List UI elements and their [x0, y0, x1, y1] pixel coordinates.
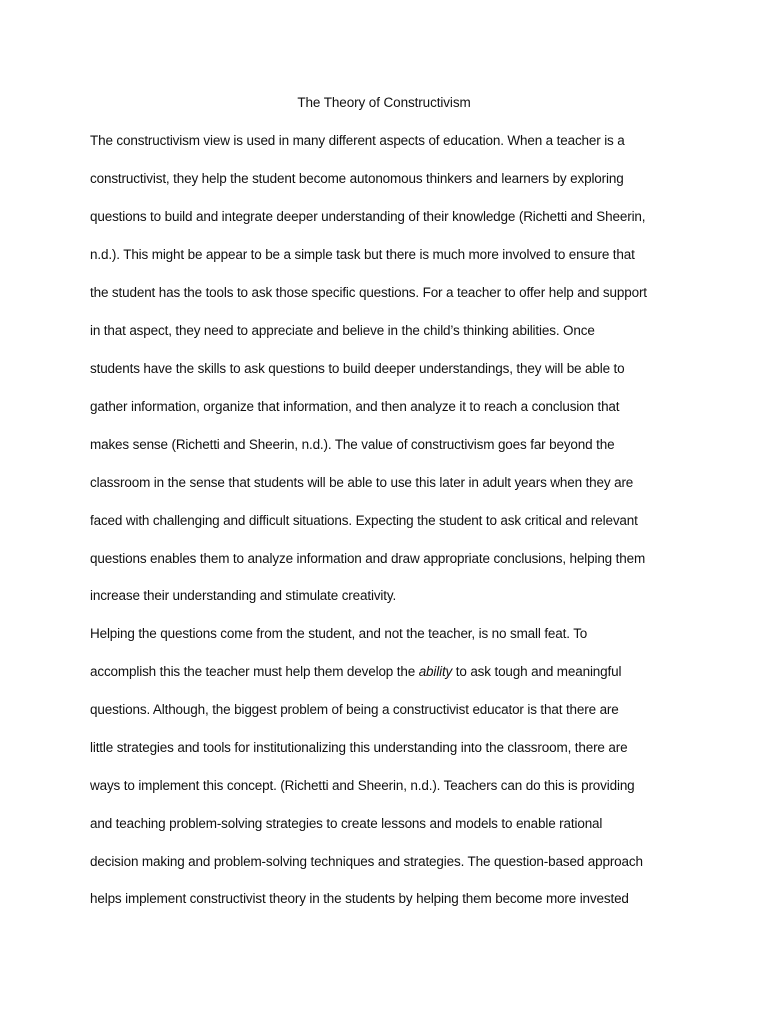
paragraph-1-line: gather information, organize that information, and then analyze it to reach a conclusion that — [90, 399, 620, 414]
line-text-after: to ask tough and meaningful — [452, 664, 622, 679]
paragraph-2-line: ways to implement this concept. (Richetti and Sheerin, n.d.). Teachers can do this is providing — [90, 778, 635, 793]
paragraph-2-line: little strategies and tools for institutionalizing this understanding into the classroom, there are — [90, 740, 628, 755]
paragraph-1-line: the student has the tools to ask those specific questions. For a teacher to offer help and support — [90, 285, 647, 300]
paragraph-1-line: in that aspect, they need to appreciate and believe in the child’s thinking abilities. Once — [90, 323, 595, 338]
paragraph-1-line: makes sense (Richetti and Sheerin, n.d.). The value of constructivism goes far beyond the — [90, 437, 615, 452]
paragraph-1-line: increase their understanding and stimulate creativity. — [90, 588, 397, 603]
paragraph-1-line: The constructivism view is used in many different aspects of education. When a teacher is a — [90, 133, 625, 148]
paragraph-1-line: n.d.). This might be appear to be a simple task but there is much more involved to ensure that — [90, 247, 635, 262]
paragraph-1-line: classroom in the sense that students will be able to use this later in adult years when they are — [90, 475, 634, 490]
paragraph-2-line: and teaching problem-solving strategies to create lessons and models to enable rational — [90, 816, 603, 831]
paragraph-1-line: students have the skills to ask questions to build deeper understandings, they will be able to — [90, 361, 625, 376]
paragraph-1-line: questions to build and integrate deeper understanding of their knowledge (Richetti and Sheerin, — [90, 209, 646, 224]
emphasized-word: ability — [418, 664, 453, 679]
paragraph-2-line-with-emphasis — [90, 662, 690, 682]
document-title: The Theory of Constructivism — [297, 95, 471, 110]
paragraph-2-line: Helping the questions come from the student, and not the teacher, is no small feat. To — [90, 626, 588, 641]
paragraph-1-line: constructivist, they help the student become autonomous thinkers and learners by exploring — [90, 171, 624, 186]
paragraph-2-line: helps implement constructivist theory in the students by helping them become more invested — [90, 891, 629, 906]
paragraph-1-line: faced with challenging and difficult situations. Expecting the student to ask critical and relevant — [90, 513, 638, 528]
paragraph-2-line: decision making and problem-solving techniques and strategies. The question-based approach — [90, 854, 643, 869]
paragraph-1-line: questions enables them to analyze information and draw appropriate conclusions, helping them — [90, 551, 646, 566]
line-text-before: accomplish this the teacher must help them develop the — [90, 664, 419, 679]
paragraph-2-line: questions. Although, the biggest problem of being a constructivist educator is that there are — [90, 702, 619, 717]
